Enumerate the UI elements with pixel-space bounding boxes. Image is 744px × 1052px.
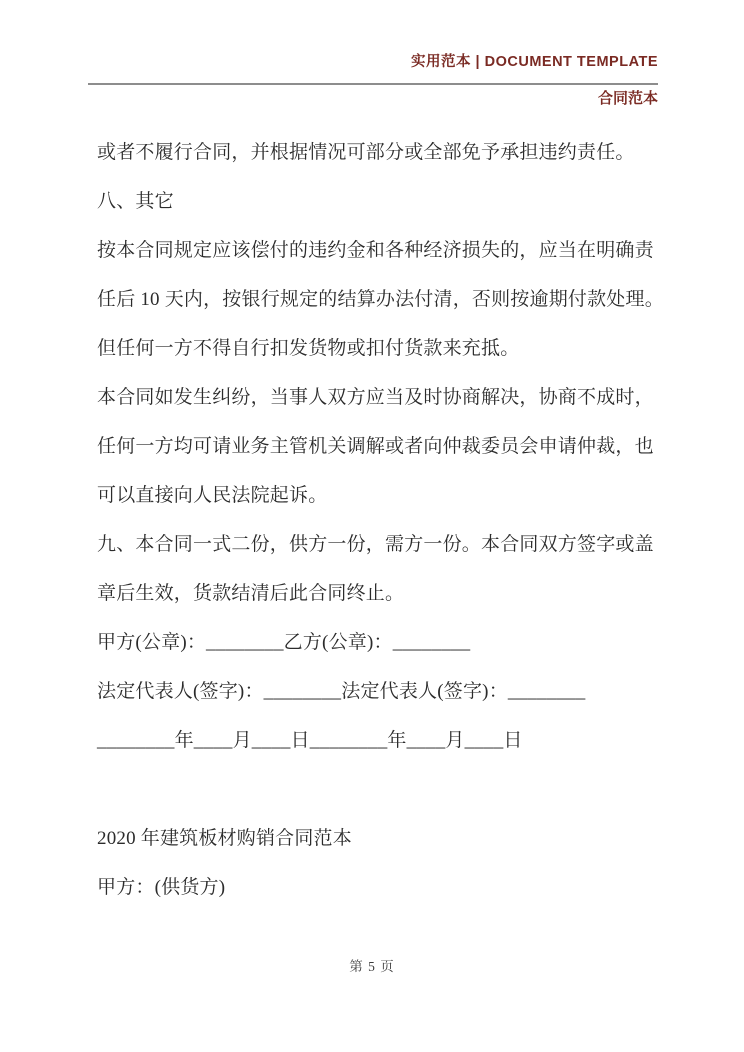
body-line: 任何一方均可请业务主管机关调解或者向仲裁委员会申请仲裁，也 xyxy=(97,436,654,457)
body-line-date-blanks: ________年____月____日________年____月____日 xyxy=(97,730,523,751)
body-line: 可以直接向人民法院起诉。 xyxy=(97,485,328,506)
document-body xyxy=(97,128,664,912)
body-line-next-template-title: 2020 年建筑板材购销合同范本 xyxy=(97,828,352,849)
body-line-signature-representative: 法定代表人(签字)：________法定代表人(签字)：________ xyxy=(97,681,586,702)
body-line: 甲方：(供货方) xyxy=(97,877,226,898)
header-brand: 实用范本 | DOCUMENT TEMPLATE xyxy=(411,54,658,70)
body-line: 章后生效，货款结清后此合同终止。 xyxy=(97,583,405,604)
page-number: 第 5 页 xyxy=(349,959,395,974)
body-line-section-heading: 八、其它 xyxy=(97,191,174,212)
body-line: 按本合同规定应该偿付的违约金和各种经济损失的，应当在明确责 xyxy=(97,240,654,261)
header-subtitle: 合同范本 xyxy=(597,90,658,107)
body-line: 或者不履行合同，并根据情况可部分或全部免予承担违约责任。 xyxy=(97,142,635,163)
header-divider xyxy=(88,83,658,85)
body-line: 但任何一方不得自行扣发货物或扣付货款来充抵。 xyxy=(97,338,520,359)
body-line: 本合同如发生纠纷，当事人双方应当及时协商解决，协商不成时， xyxy=(97,387,654,408)
body-line: 任后 10 天内，按银行规定的结算办法付清，否则按逾期付款处理。 xyxy=(97,289,664,310)
body-line-signature-seal: 甲方(公章)：________乙方(公章)：________ xyxy=(97,632,471,653)
body-line-blank xyxy=(97,765,664,814)
body-line: 九、本合同一式二份，供方一份，需方一份。本合同双方签字或盖 xyxy=(97,534,654,555)
